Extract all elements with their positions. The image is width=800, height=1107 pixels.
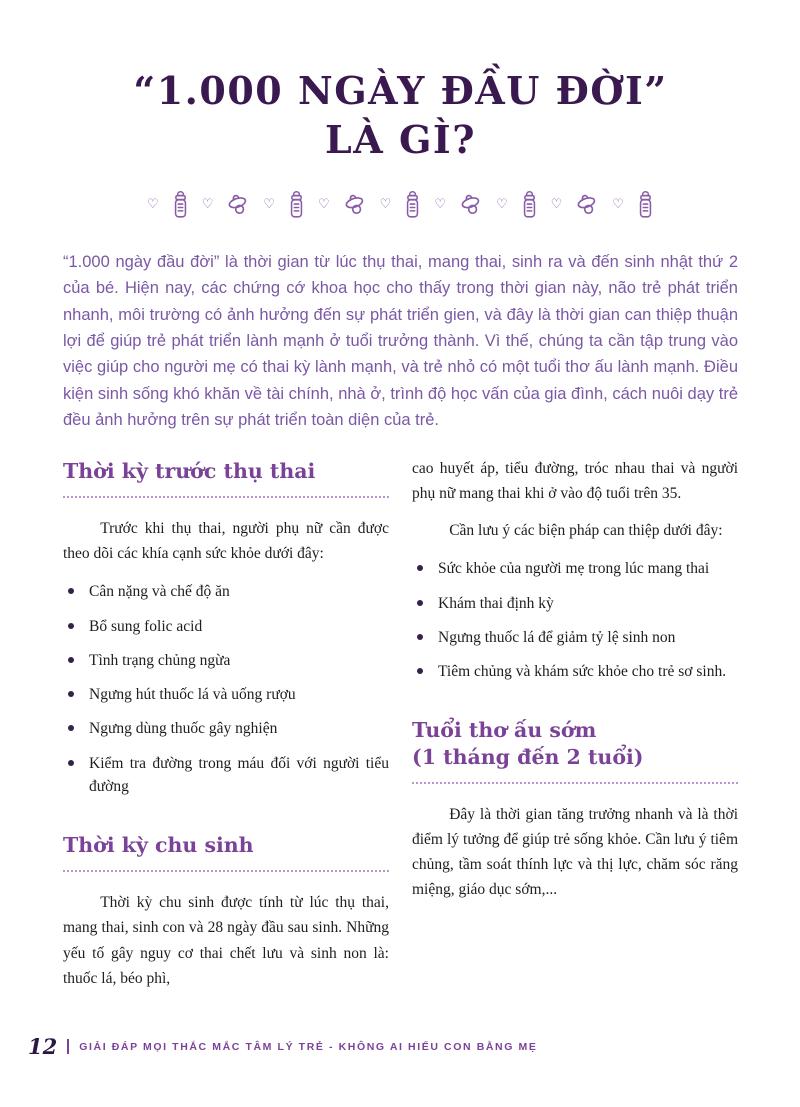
left-column	[63, 456, 389, 1004]
heart-icon: ♡	[434, 197, 446, 213]
list-item: Sức khỏe của người mẹ trong lúc mang thai	[412, 557, 738, 580]
list-item: Ngưng hút thuốc lá và uống rượu	[63, 683, 389, 706]
heading-line-2: (1 tháng đến 2 tuổi)	[412, 744, 644, 769]
intervention-bullet-list	[412, 557, 738, 683]
bottle-icon	[637, 190, 654, 219]
heart-icon: ♡	[147, 197, 159, 213]
heading-line-1: Tuổi thơ ấu sớm	[412, 718, 597, 743]
heart-icon: ♡	[263, 197, 276, 213]
pre-conception-paragraph: Trước khi thụ thai, người phụ nữ cần được theo dõi các khía cạnh sức khỏe dưới đây:	[63, 519, 389, 562]
heart-icon: ♡	[379, 197, 392, 213]
page-number: 12	[28, 1034, 58, 1059]
heart-icon: ♡	[495, 197, 508, 213]
bottle-icon	[521, 190, 538, 219]
heart-icon: ♡	[550, 197, 563, 213]
page-footer	[28, 1034, 738, 1059]
pre-conception-bullet-list	[63, 580, 389, 798]
section-heading-early-childhood	[412, 715, 738, 783]
list-item: Ngưng dùng thuốc gây nghiện	[63, 717, 389, 740]
list-item: Bổ sung folic acid	[63, 615, 389, 638]
title-line-1: “1.000 NGÀY ĐẦU ĐỜI”	[133, 68, 668, 113]
perinatal-paragraph: Thời kỳ chu sinh được tính từ lúc thụ thai, mang thai, sinh con và 28 ngày đầu sau sinh. Những yếu tố gây nguy cơ thai chết lưu và sinh non là: thuốc lá, béo phì,	[63, 894, 389, 987]
pacifier-icon	[575, 193, 599, 216]
footer-text: GIẢI ĐÁP MỌI THẮC MẮC TÂM LÝ TRẺ - KHÔNG AI HIỂU CON BẰNG MẸ	[79, 1040, 538, 1053]
decor-icon-row	[63, 189, 738, 221]
section-heading-perinatal: Thời kỳ chu sinh	[63, 830, 389, 872]
early-childhood-paragraph: Đây là thời gian tăng trưởng nhanh và là thời điểm lý tưởng để giúp trẻ sống khỏe. Cần lưu ý tiêm chủng, tầm soát thính lực và thị lực, chăm sóc răng miệng, giáo dục sớm,...	[412, 805, 738, 899]
footer-separator	[67, 1039, 69, 1054]
bottle-icon	[288, 190, 305, 219]
page-title	[63, 66, 738, 165]
perinatal-continuation-paragraph: cao huyết áp, tiểu đường, tróc nhau thai và người phụ nữ mang thai khi ở vào độ tuổi trên 35.	[412, 459, 738, 502]
pacifier-icon	[343, 193, 367, 216]
heart-icon: ♡	[318, 197, 330, 213]
section-heading-pre-conception: Thời kỳ trước thụ thai	[63, 456, 389, 498]
list-item: Kiểm tra đường trong máu đối với người tiểu đường	[63, 752, 389, 799]
pacifier-icon	[226, 193, 250, 216]
list-item: Tiêm chủng và khám sức khỏe cho trẻ sơ sinh.	[412, 660, 738, 683]
heart-icon: ♡	[201, 197, 214, 213]
list-item: Tình trạng chủng ngừa	[63, 649, 389, 672]
bottle-icon	[404, 190, 421, 219]
intervention-intro-paragraph: Cần lưu ý các biện pháp can thiệp dưới đây:	[449, 522, 723, 540]
heart-icon: ♡	[612, 197, 624, 213]
intro-paragraph: “1.000 ngày đầu đời” là thời gian từ lúc thụ thai, mang thai, sinh ra và đến sinh nhật thứ 2 của bé. Hiện nay, các chứng cớ khoa học cho thấy trong thời gian này, não trẻ phát triển nhanh, môi trường có ảnh hưởng đến sự phát triển gien, và đây là thời gian can thiệp thuận lợi để giúp trẻ phát triển lành mạnh ở tuổi trưởng thành. Vì thế, chúng ta cần tập trung vào việc giúp cho người mẹ có thai kỳ lành mạnh, và trẻ nhỏ có một tuổi thơ ấu lành mạnh. Điều kiện sinh sống khó khăn về tài chính, nhà ở, trình độ học vấn của gia đình, cách nuôi dạy trẻ đều ảnh hưởng trên sự phát triển toàn diện của trẻ.	[63, 252, 738, 430]
pacifier-icon	[459, 193, 483, 216]
title-line-2: LÀ GÌ?	[325, 117, 476, 163]
list-item: Cân nặng và chế độ ăn	[63, 580, 389, 603]
list-item: Ngưng thuốc lá để giảm tỷ lệ sinh non	[412, 626, 738, 649]
two-column-body	[63, 456, 738, 1004]
right-column	[412, 456, 738, 1004]
bottle-icon	[172, 190, 189, 219]
list-item: Khám thai định kỳ	[412, 592, 738, 615]
